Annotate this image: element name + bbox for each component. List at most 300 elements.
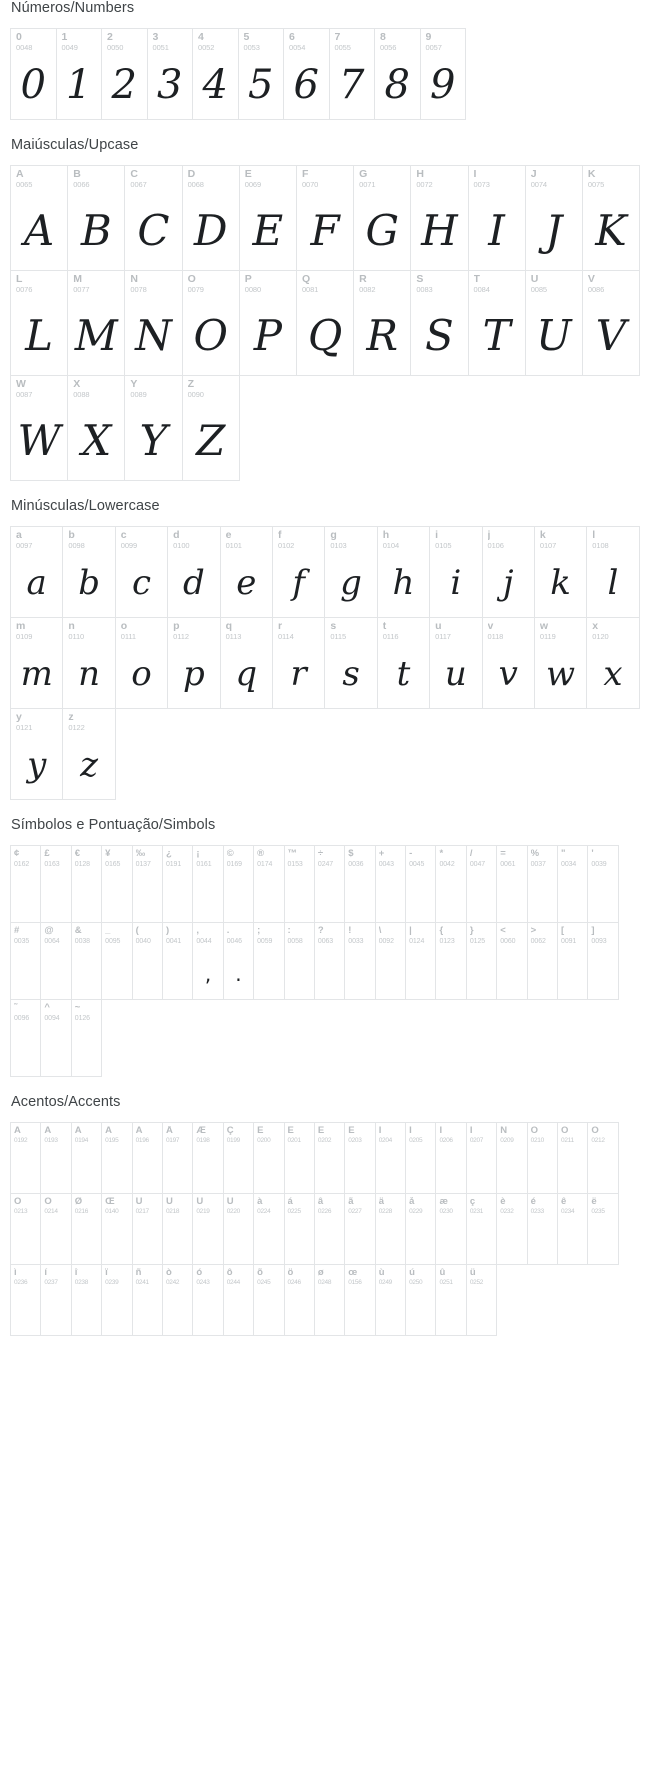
glyph-preview	[345, 1220, 374, 1264]
glyph-cell[interactable]	[124, 375, 182, 481]
glyph-cell[interactable]	[56, 28, 103, 120]
glyph-char-label: é	[530, 1197, 536, 1207]
glyph-char-label: ¡	[196, 849, 200, 859]
glyph-cell[interactable]	[162, 1264, 193, 1336]
glyph-preview	[528, 949, 557, 999]
glyph-char-label: n	[68, 621, 75, 632]
glyph-cell[interactable]	[527, 845, 558, 923]
glyph-char-label: ~	[74, 1003, 81, 1013]
glyph-cell[interactable]	[10, 1264, 41, 1336]
glyph-char-label: #	[14, 926, 20, 936]
glyph-char-label: v	[487, 621, 494, 632]
glyph-cell[interactable]	[62, 708, 115, 800]
glyph-labels	[483, 618, 534, 641]
glyph-preview	[102, 1291, 131, 1335]
glyph-cell[interactable]	[375, 1264, 406, 1336]
glyph-cell[interactable]	[375, 845, 406, 923]
glyph-cell[interactable]	[132, 1264, 163, 1336]
glyph-cell[interactable]	[420, 28, 467, 120]
glyph-labels	[467, 1265, 496, 1287]
glyph-cell[interactable]	[496, 1122, 527, 1194]
glyph-cell[interactable]	[587, 1122, 618, 1194]
glyph-code-label: 0053	[243, 43, 260, 52]
glyph-cell[interactable]	[466, 922, 497, 1000]
glyph-labels	[436, 1194, 465, 1216]
glyph-char-label: p	[173, 621, 180, 632]
glyph-char-label: u	[435, 621, 442, 632]
glyph-cell[interactable]	[344, 1122, 375, 1194]
glyph-char-label: s	[330, 621, 337, 632]
glyph-preview: a	[26, 563, 47, 603]
glyph-cell[interactable]	[253, 845, 284, 923]
glyph-preview: R	[366, 310, 399, 360]
glyph-cell[interactable]	[132, 845, 163, 923]
glyph-cell[interactable]	[496, 845, 527, 923]
glyph-cell[interactable]	[10, 375, 68, 481]
glyph-cell[interactable]	[132, 1193, 163, 1265]
glyph-cell[interactable]	[71, 999, 102, 1077]
glyph-row	[10, 999, 651, 1076]
glyph-cell[interactable]	[284, 922, 315, 1000]
glyph-cell[interactable]	[284, 1193, 315, 1265]
glyph-cell[interactable]	[182, 270, 240, 376]
glyph-preview	[345, 1149, 374, 1193]
glyph-labels	[254, 1123, 283, 1145]
glyph-labels	[285, 846, 314, 868]
glyph-code-label: 0174	[257, 861, 273, 868]
glyph-cell[interactable]	[296, 165, 354, 271]
glyph-labels	[193, 1123, 222, 1145]
glyph-cell[interactable]	[587, 1193, 618, 1265]
glyph-cell[interactable]	[10, 617, 63, 709]
glyph-cell[interactable]	[40, 999, 71, 1077]
glyph-cell[interactable]	[253, 1193, 284, 1265]
glyph-cell[interactable]	[314, 1122, 345, 1194]
glyph-preview	[102, 1149, 131, 1193]
glyph-cell[interactable]	[167, 526, 220, 618]
glyph-code-label: 0121	[16, 723, 33, 732]
glyph-labels	[588, 923, 617, 945]
glyph-cell[interactable]	[71, 1122, 102, 1194]
glyph-cell[interactable]	[377, 526, 430, 618]
glyph-code-label: 0239	[105, 1279, 119, 1286]
glyph-cell[interactable]	[10, 28, 57, 120]
glyph-row	[10, 708, 651, 799]
glyph-cell[interactable]	[314, 1264, 345, 1336]
glyph-cell[interactable]	[253, 922, 284, 1000]
glyph-labels	[376, 1265, 405, 1287]
glyph-char-label: Œ	[105, 1197, 115, 1207]
glyph-cell[interactable]	[482, 617, 535, 709]
glyph-cell[interactable]	[67, 375, 125, 481]
glyph-cell[interactable]	[466, 1193, 497, 1265]
glyph-code-label: 0062	[530, 938, 546, 945]
glyph-code-label: 0137	[135, 861, 151, 868]
glyph-char-label: œ	[348, 1268, 358, 1278]
glyph-cell[interactable]	[435, 922, 466, 1000]
glyph-row	[10, 845, 651, 922]
glyph-cell[interactable]	[223, 845, 254, 923]
glyph-char-label: J	[530, 169, 537, 180]
glyph-cell[interactable]	[410, 165, 468, 271]
glyph-cell[interactable]	[192, 845, 223, 923]
glyph-cell[interactable]	[405, 1122, 436, 1194]
glyph-preview: t	[396, 654, 411, 694]
glyph-char-label: c	[120, 530, 127, 541]
glyph-code-label: 0198	[196, 1137, 210, 1144]
glyph-cell[interactable]	[101, 1264, 132, 1336]
glyph-section	[0, 0, 661, 119]
glyph-cell[interactable]	[435, 845, 466, 923]
glyph-preview	[436, 949, 465, 999]
glyph-cell[interactable]	[405, 845, 436, 923]
glyph-cell[interactable]	[10, 526, 63, 618]
glyph-preview	[224, 872, 253, 922]
section-title: Acentos/Accents	[11, 1094, 121, 1110]
glyph-preview	[102, 1220, 131, 1264]
glyph-cell[interactable]	[344, 1264, 375, 1336]
glyph-code-label: 0200	[257, 1137, 271, 1144]
glyph-cell[interactable]	[147, 28, 194, 120]
glyph-code-label: 0249	[378, 1279, 392, 1286]
glyph-cell[interactable]	[101, 1193, 132, 1265]
glyph-cell[interactable]	[374, 28, 421, 120]
glyph-char-label: }	[469, 926, 474, 936]
glyph-code-label: 0244	[226, 1279, 240, 1286]
glyph-labels	[11, 846, 40, 868]
glyph-code-label: 0219	[196, 1208, 210, 1215]
glyph-char-label: |	[409, 926, 412, 936]
glyph-cell[interactable]	[167, 617, 220, 709]
glyph-cell[interactable]	[435, 1122, 466, 1194]
glyph-code-label: 0038	[74, 938, 90, 945]
glyph-char-label: ¥	[105, 849, 111, 859]
glyph-cell[interactable]	[284, 845, 315, 923]
glyph-cell[interactable]	[534, 526, 587, 618]
glyph-cell[interactable]	[67, 270, 125, 376]
glyph-cell[interactable]	[162, 1193, 193, 1265]
glyph-labels	[193, 923, 222, 945]
glyph-cell[interactable]	[40, 922, 71, 1000]
glyph-cell[interactable]	[253, 1122, 284, 1194]
glyph-code-label: 0246	[287, 1279, 301, 1286]
glyph-cell[interactable]	[192, 922, 223, 1000]
glyph-preview	[467, 1149, 496, 1193]
glyph-cell[interactable]	[405, 1264, 436, 1336]
glyph-labels	[57, 29, 102, 52]
glyph-char-label: *	[439, 849, 444, 859]
glyph-cell[interactable]	[132, 1122, 163, 1194]
glyph-cell[interactable]	[238, 28, 285, 120]
glyph-cell[interactable]	[375, 1122, 406, 1194]
glyph-preview	[224, 1220, 253, 1264]
glyph-cell[interactable]	[582, 165, 640, 271]
glyph-code-label: 0161	[196, 861, 212, 868]
glyph-preview	[72, 949, 101, 999]
glyph-labels	[588, 846, 617, 868]
glyph-labels	[72, 1194, 101, 1216]
glyph-cell[interactable]	[10, 999, 41, 1077]
glyph-preview	[254, 949, 283, 999]
glyph-cell[interactable]	[314, 845, 345, 923]
glyph-preview	[72, 872, 101, 922]
glyph-cell[interactable]	[101, 922, 132, 1000]
glyph-cell[interactable]	[482, 526, 535, 618]
glyph-cell[interactable]	[10, 845, 41, 923]
glyph-cell[interactable]	[466, 1122, 497, 1194]
glyph-char-label: õ	[257, 1268, 263, 1278]
glyph-code-label: 0066	[73, 180, 90, 189]
glyph-cell[interactable]	[283, 28, 330, 120]
glyph-labels	[376, 1123, 405, 1145]
glyph-code-label: 0216	[74, 1208, 89, 1215]
glyph-char-label: i	[435, 530, 439, 541]
glyph-cell[interactable]	[223, 922, 254, 1000]
glyph-cell[interactable]	[527, 1193, 558, 1265]
glyph-cell[interactable]	[192, 28, 239, 120]
glyph-cell[interactable]	[220, 526, 273, 618]
glyph-cell[interactable]	[587, 922, 618, 1000]
glyph-cell[interactable]	[557, 1193, 588, 1265]
glyph-preview	[467, 1220, 496, 1264]
glyph-labels	[354, 271, 410, 294]
glyph-code-label: 0049	[61, 43, 78, 52]
glyph-cell[interactable]	[71, 845, 102, 923]
glyph-code-label: 0230	[439, 1208, 453, 1215]
glyph-cell[interactable]	[525, 165, 583, 271]
glyph-char-label: ©	[226, 849, 234, 859]
glyph-code-label: 0063	[317, 938, 334, 945]
glyph-cell[interactable]	[192, 1193, 223, 1265]
glyph-cell[interactable]	[239, 270, 297, 376]
glyph-labels	[497, 1194, 526, 1216]
glyph-cell[interactable]	[101, 845, 132, 923]
glyph-cell[interactable]	[10, 270, 68, 376]
glyph-cell[interactable]	[223, 1122, 254, 1194]
glyph-cell[interactable]	[324, 617, 377, 709]
glyph-char-label: R	[359, 274, 367, 285]
glyph-cell[interactable]	[124, 165, 182, 271]
glyph-preview	[315, 1149, 344, 1193]
glyph-cell[interactable]	[353, 165, 411, 271]
glyph-preview	[133, 1220, 162, 1264]
glyph-code-label: 0209	[500, 1137, 514, 1144]
glyph-cell[interactable]	[71, 1193, 102, 1265]
glyph-preview	[376, 949, 405, 999]
glyph-cell[interactable]	[10, 708, 63, 800]
glyph-cell[interactable]	[223, 1264, 254, 1336]
glyph-cell[interactable]	[329, 28, 376, 120]
glyph-labels	[221, 618, 272, 641]
glyph-preview: O	[193, 310, 228, 360]
glyph-cell[interactable]	[527, 1122, 558, 1194]
glyph-cell[interactable]	[40, 1193, 71, 1265]
glyph-cell[interactable]	[557, 922, 588, 1000]
glyph-code-label: 0207	[469, 1137, 484, 1144]
glyph-labels	[41, 846, 70, 868]
glyph-cell[interactable]	[468, 165, 526, 271]
glyph-cell[interactable]	[284, 1264, 315, 1336]
glyph-cell[interactable]	[557, 1122, 588, 1194]
glyph-cell[interactable]	[62, 526, 115, 618]
glyph-cell[interactable]	[435, 1264, 466, 1336]
glyph-cell[interactable]	[192, 1264, 223, 1336]
glyph-preview	[193, 872, 222, 922]
glyph-code-label: 0081	[301, 285, 319, 294]
glyph-labels	[436, 1265, 465, 1287]
glyph-char-label: h	[382, 530, 390, 541]
glyph-char-label: F	[301, 169, 309, 180]
glyph-cell[interactable]	[101, 1122, 132, 1194]
glyph-char-label: b	[68, 530, 75, 541]
glyph-cell[interactable]	[10, 165, 68, 271]
glyph-char-label: ç	[469, 1197, 476, 1207]
glyph-code-label: 0085	[530, 285, 547, 294]
glyph-code-label: 0123	[439, 938, 455, 945]
glyph-labels	[325, 527, 376, 550]
glyph-cell[interactable]	[466, 1264, 497, 1336]
glyph-code-label: 0211	[561, 1137, 574, 1144]
glyph-cell[interactable]	[410, 270, 468, 376]
glyph-preview: q	[235, 654, 258, 694]
glyph-labels	[163, 1194, 192, 1216]
glyph-code-label: 0076	[16, 285, 33, 294]
glyph-cell[interactable]	[239, 165, 297, 271]
glyph-cell[interactable]	[468, 270, 526, 376]
glyph-cell[interactable]	[405, 1193, 436, 1265]
glyph-char-label: m	[16, 621, 26, 632]
glyph-code-label: 0083	[416, 285, 433, 294]
glyph-cell[interactable]	[101, 28, 148, 120]
glyph-cell[interactable]	[182, 375, 240, 481]
glyph-cell[interactable]	[71, 922, 102, 1000]
glyph-cell[interactable]	[115, 617, 168, 709]
glyph-char-label: G	[359, 169, 368, 180]
glyph-preview: p	[182, 654, 205, 694]
glyph-labels	[11, 166, 67, 189]
glyph-char-label: û	[439, 1268, 446, 1278]
glyph-cell[interactable]	[557, 845, 588, 923]
glyph-labels	[285, 1123, 314, 1145]
glyph-cell[interactable]	[296, 270, 354, 376]
glyph-cell[interactable]	[429, 526, 482, 618]
glyph-code-label: 0234	[561, 1208, 575, 1215]
glyph-cell[interactable]	[429, 617, 482, 709]
glyph-cell[interactable]	[272, 526, 325, 618]
glyph-labels	[406, 1123, 435, 1145]
glyph-char-label: g	[330, 530, 337, 541]
glyph-cell[interactable]	[10, 1122, 41, 1194]
glyph-cell[interactable]	[344, 1193, 375, 1265]
glyph-cell[interactable]	[344, 922, 375, 1000]
glyph-preview: d	[182, 563, 205, 603]
glyph-cell[interactable]	[496, 922, 527, 1000]
glyph-cell[interactable]	[324, 526, 377, 618]
glyph-code-label: 0105	[435, 541, 452, 550]
glyph-cell[interactable]	[182, 165, 240, 271]
glyph-code-label: 0045	[409, 861, 425, 868]
glyph-preview	[163, 872, 192, 922]
glyph-cell[interactable]	[40, 1264, 71, 1336]
glyph-preview	[436, 1149, 465, 1193]
glyph-cell[interactable]	[115, 526, 168, 618]
glyph-cell[interactable]	[40, 1122, 71, 1194]
glyph-cell[interactable]	[344, 845, 375, 923]
glyph-labels	[11, 618, 62, 641]
glyph-cell[interactable]	[162, 1122, 193, 1194]
glyph-cell[interactable]	[582, 270, 640, 376]
glyph-cell[interactable]	[284, 1122, 315, 1194]
glyph-labels	[345, 1194, 374, 1216]
glyph-row	[10, 617, 651, 708]
glyph-cell[interactable]	[587, 845, 618, 923]
glyph-cell[interactable]	[124, 270, 182, 376]
glyph-code-label: 0072	[416, 180, 433, 189]
glyph-code-label: 0065	[16, 180, 33, 189]
glyph-char-label: \	[378, 926, 382, 936]
glyph-cell[interactable]	[375, 922, 406, 1000]
glyph-code-label: 0060	[500, 938, 516, 945]
glyph-cell[interactable]	[10, 1193, 41, 1265]
glyph-cell[interactable]	[586, 526, 639, 618]
glyph-preview	[467, 872, 496, 922]
glyph-cell[interactable]	[71, 1264, 102, 1336]
glyph-cell[interactable]	[162, 922, 193, 1000]
glyph-cell[interactable]	[132, 922, 163, 1000]
glyph-cell[interactable]	[272, 617, 325, 709]
glyph-labels	[297, 271, 353, 294]
glyph-char-label: £	[44, 849, 50, 859]
glyph-cell[interactable]	[496, 1193, 527, 1265]
glyph-code-label: 0089	[130, 390, 147, 399]
glyph-preview: W	[17, 415, 61, 465]
glyph-cell[interactable]	[314, 922, 345, 1000]
glyph-preview: G	[365, 205, 399, 255]
glyph-cell[interactable]	[466, 845, 497, 923]
glyph-cell[interactable]	[192, 1122, 223, 1194]
section-title: Números/Numbers	[11, 0, 135, 16]
glyph-labels	[63, 618, 114, 641]
glyph-code-label: 0156	[348, 1279, 362, 1286]
glyph-labels	[163, 1265, 192, 1287]
glyph-char-label: K	[587, 169, 596, 180]
glyph-preview: w	[546, 654, 576, 694]
glyph-code-label: 0119	[539, 632, 556, 641]
glyph-char-label: Î	[439, 1126, 443, 1136]
glyph-cell[interactable]	[527, 922, 558, 1000]
glyph-cell[interactable]	[435, 1193, 466, 1265]
glyph-char-label: Ë	[348, 1126, 355, 1136]
glyph-cell[interactable]	[67, 165, 125, 271]
glyph-char-label: _	[105, 926, 111, 936]
glyph-cell[interactable]	[62, 617, 115, 709]
glyph-cell[interactable]	[220, 617, 273, 709]
glyph-cell[interactable]	[40, 845, 71, 923]
glyph-cell[interactable]	[525, 270, 583, 376]
glyph-cell[interactable]	[10, 922, 41, 1000]
glyph-cell[interactable]	[586, 617, 639, 709]
glyph-cell[interactable]	[223, 1193, 254, 1265]
glyph-cell[interactable]	[353, 270, 411, 376]
glyph-cell[interactable]	[253, 1264, 284, 1336]
glyph-code-label: 0044	[196, 938, 212, 945]
glyph-cell[interactable]	[405, 922, 436, 1000]
glyph-cell[interactable]	[534, 617, 587, 709]
glyph-cell[interactable]	[377, 617, 430, 709]
glyph-cell[interactable]	[162, 845, 193, 923]
glyph-cell[interactable]	[375, 1193, 406, 1265]
glyph-cell[interactable]	[314, 1193, 345, 1265]
